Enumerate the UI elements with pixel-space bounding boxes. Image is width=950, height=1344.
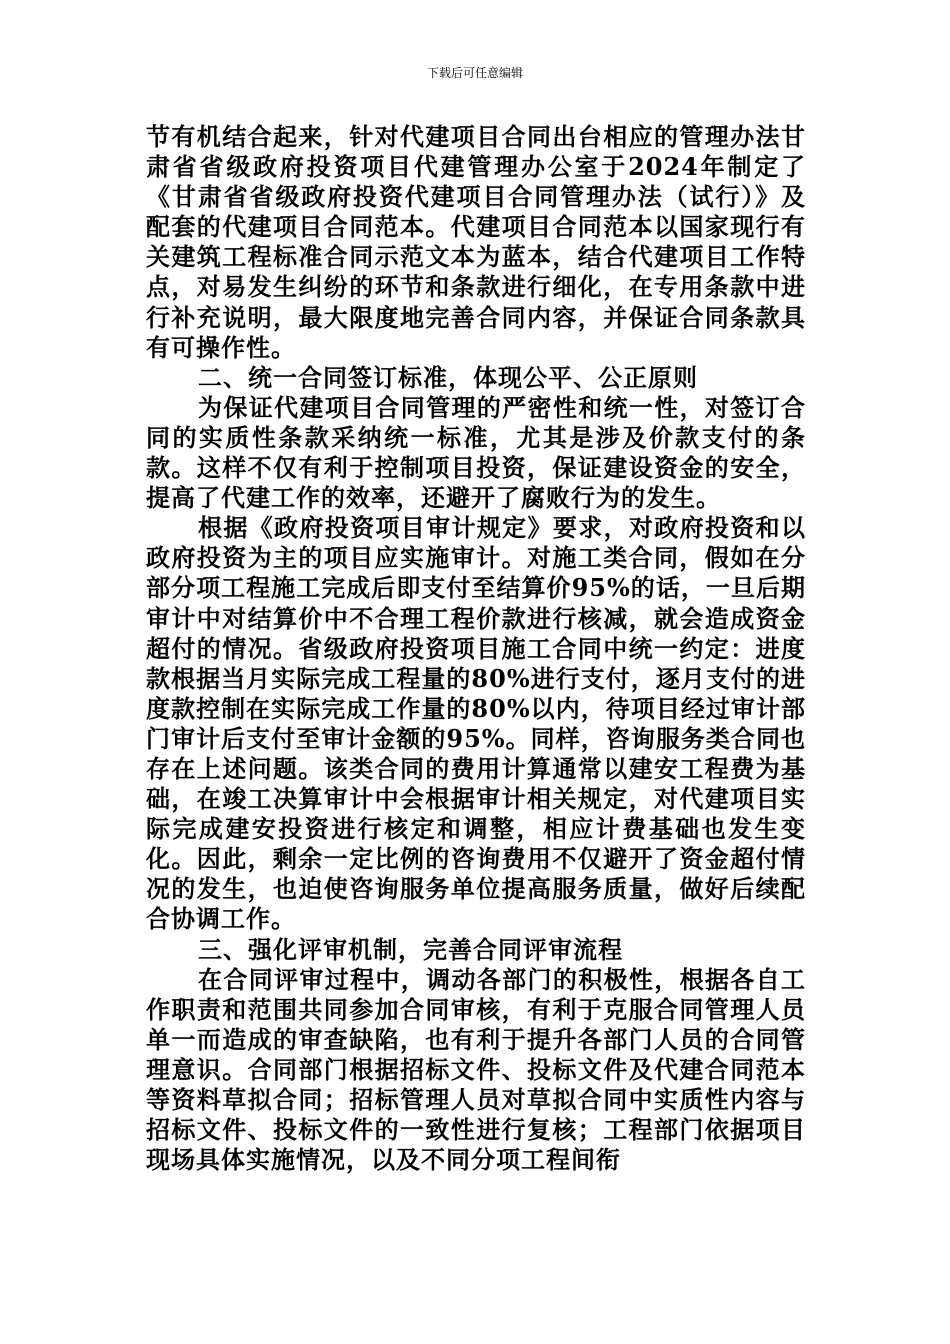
- paragraph-continuation: 节有机结合起来，针对代建项目合同出台相应的管理办法甘肃省省级政府投资项目代建管理办公室于2024年制定了《甘肃省省级政府投资代建项目合同管理办法（试行）》及配套的代建项目合同范本。代建项目合同范本以国家现行有关建筑工程标准合同示范文本为蓝本，结合代建项目工作特点，对易发生纠纷的环节和条款进行细化，在专用条款中进行补充说明，最大限度地完善合同内容，并保证合同条款具有可操作性。: [146, 122, 806, 362]
- document-body: [146, 122, 806, 1175]
- section-heading-2: 二、统一合同签订标准，体现公平、公正原则: [198, 362, 698, 392]
- page-header-note: 下载后可任意编辑: [426, 66, 523, 80]
- paragraph: 为保证代建项目合同管理的严密性和统一性，对签订合同的实质性条款采纳统一标准，尤其是涉及价款支付的条款。这样不仅有利于控制项目投资，保证建设资金的安全，提高了代建工作的效率，还避开了腐败行为的发生。: [146, 392, 806, 513]
- paragraph: 在合同评审过程中，调动各部门的积极性，根据各自工作职责和范围共同参加合同审核，有利于克服合同管理人员单一而造成的审查缺陷，也有利于提升各部门人员的合同管理意识。合同部门根据招标文件、投标文件及代建合同范本等资料草拟合同；招标管理人员对草拟合同中实质性内容与招标文件、投标文件的一致性进行复核；工程部门依据项目现场具体实施情况，以及不同分项工程间衔: [146, 964, 806, 1175]
- paragraph: 根据《政府投资项目审计规定》要求，对政府投资和以政府投资为主的项目应实施审计。对施工类合同，假如在分部分项工程施工完成后即支付至结算价95%的话，一旦后期审计中对结算价中不合理工程价款进行核减，就会造成资金超付的情况。省级政府投资项目施工合同中统一约定：进度款根据当月实际完成工程量的80%进行支付，逐月支付的进度款控制在实际完成工作量的80%以内，待项目经过审计部门审计后支付至审计金额的95%。同样，咨询服务类合同也存在上述问题。该类合同的费用计算通常以建安工程费为基础，在竣工决算审计中会根据审计相关规定，对代建项目实际完成建安投资进行核定和调整，相应计费基础也发生变化。因此，剩余一定比例的咨询费用不仅避开了资金超付情况的发生，也迫使咨询服务单位提高服务质量，做好后续配合协调工作。: [146, 513, 806, 934]
- section-heading-3: 三、强化评审机制，完善合同评审流程: [198, 934, 623, 964]
